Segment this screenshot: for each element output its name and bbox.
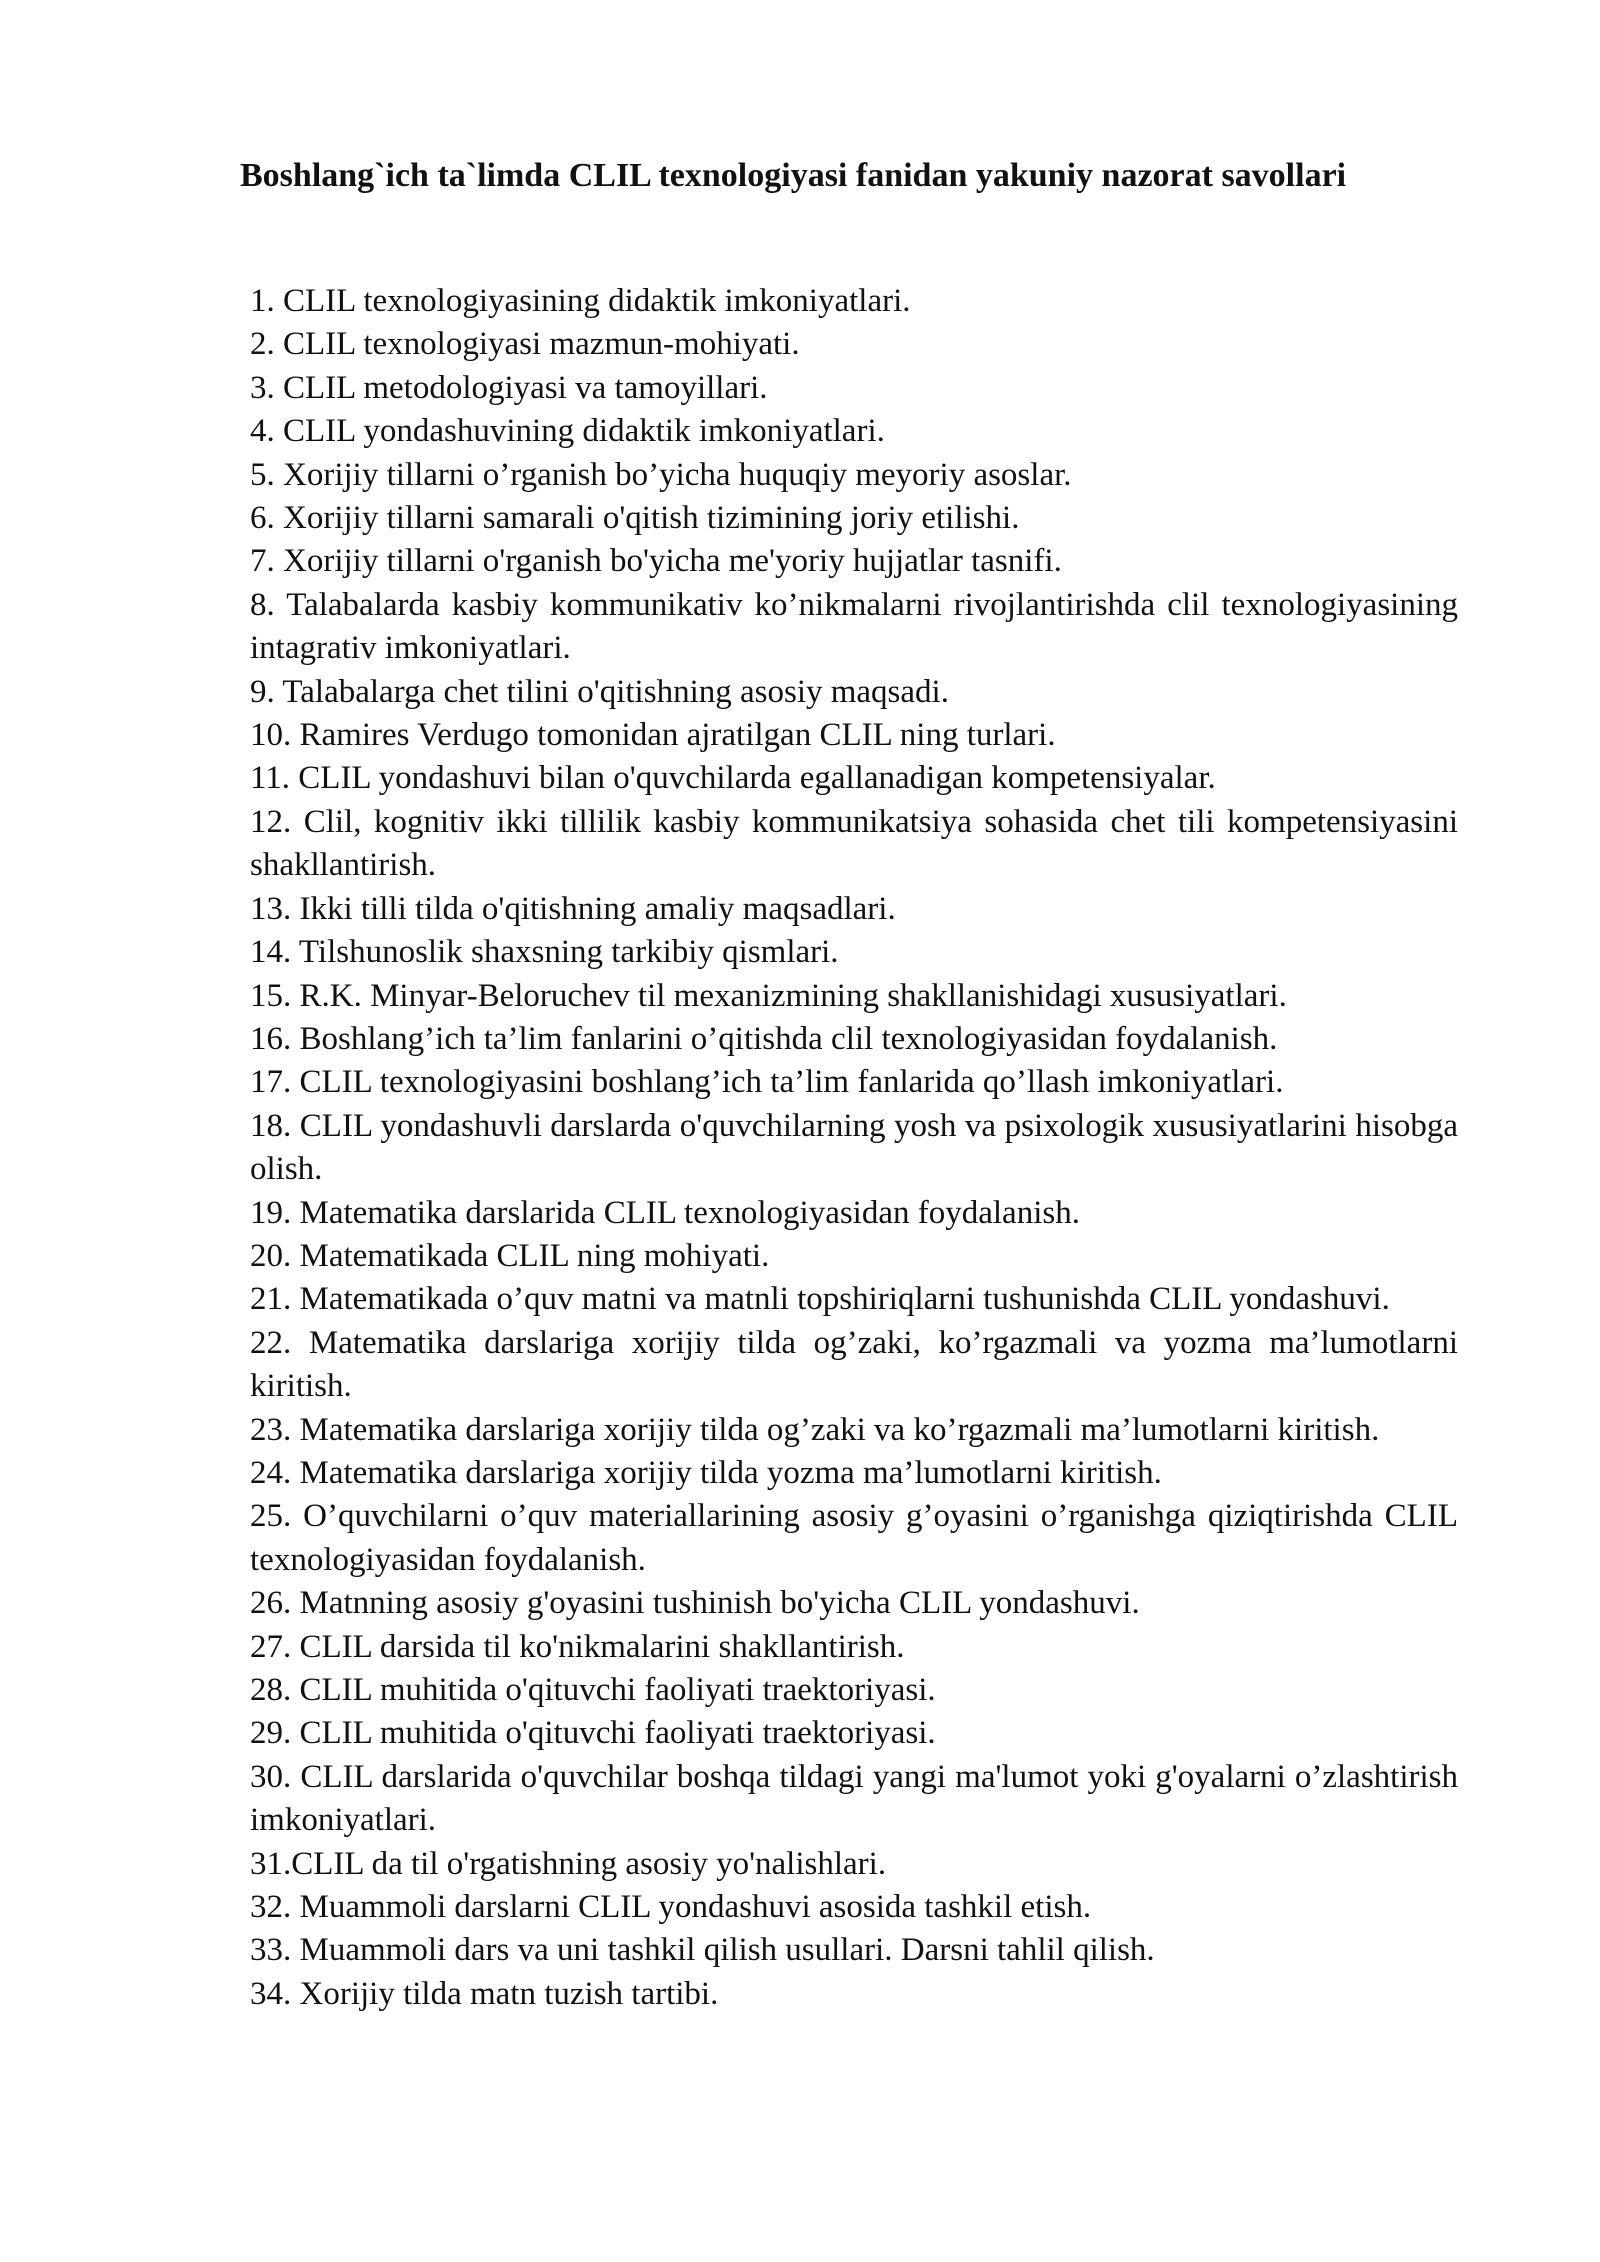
question-item: 1. CLIL texnologiyasining didaktik imkoniyatlari. bbox=[250, 283, 911, 319]
question-item: 20. Matematikada CLIL ning mohiyati. bbox=[250, 1237, 770, 1274]
question-item: 12. Clil, kognitiv ikki tillilik kasbiy kommunikatsiya sohasida chet tili kompetensiyasini shakllantirish. bbox=[250, 803, 1458, 884]
question-item: 29. CLIL muhitida o'qituvchi faoliyati traektoriyasi. bbox=[250, 1715, 936, 1752]
question-item: 3. CLIL metodologiyasi va tamoyillari. bbox=[250, 369, 768, 406]
question-item: 15. R.K. Minyar-Beloruchev til mexanizmining shakllanishidagi xususiyatlari. bbox=[250, 977, 1287, 1014]
question-item: 9. Talabalarga chet tilini o'qitishning asosiy maqsadi. bbox=[250, 673, 949, 710]
question-item: 28. CLIL muhitida o'qituvchi faoliyati traektoriyasi. bbox=[250, 1672, 936, 1708]
question-item: 10. Ramires Verdugo tomonidan ajratilgan CLIL ning turlari. bbox=[250, 717, 1056, 754]
question-item: 32. Muammoli darslarni CLIL yondashuvi asosida tashkil etish. bbox=[250, 1889, 1092, 1926]
question-item: 8. Talabalarda kasbiy kommunikativ ko’nikmalarni rivojlantirishda clil texnologiyasining intagrativ imkoniyatlari. bbox=[250, 586, 1458, 667]
question-item: 34. Xorijiy tilda matn tuzish tartibi. bbox=[250, 1975, 719, 2012]
question-item: 4. CLIL yondashuvining didaktik imkoniyatlari. bbox=[250, 413, 885, 450]
document-title: Boshlang`ich ta`limda CLIL texnologiyasi fanidan yakuniy nazorat savollari bbox=[240, 157, 1347, 194]
question-item: 25. O’quvchilarni o’quv materiallarining asosiy g’oyasini o’rganishga qiziqtirishda CLIL texnologiyasidan foydalanish. bbox=[250, 1498, 1458, 1578]
question-item: 30. CLIL darslarida o'quvchilar boshqa tildagi yangi ma'lumot yoki g'oyalarni o’zlashtirish imkoniyatlari. bbox=[250, 1758, 1458, 1839]
question-item: 22. Matematika darslariga xorijiy tilda og’zaki, ko’rgazmali va yozma ma’lumotlarni kiritish. bbox=[250, 1324, 1458, 1405]
question-item: 7. Xorijiy tillarni o'rganish bo'yicha me'yoriy hujjatlar tasnifi. bbox=[250, 543, 1062, 580]
question-item: 26. Matnning asosiy g'oyasini tushinish bo'yicha CLIL yondashuvi. bbox=[250, 1585, 1140, 1622]
question-item: 14. Tilshunoslik shaxsning tarkibiy qismlari. bbox=[250, 934, 839, 971]
question-item: 5. Xorijiy tillarni o’rganish bo’yicha huquqiy meyoriy asoslar. bbox=[250, 456, 1072, 493]
question-item: 21. Matematikada o’quv matni va matnli topshiriqlarni tushunishda CLIL yondashuvi. bbox=[250, 1281, 1390, 1318]
question-item: 18. CLIL yondashuvli darslarda o'quvchilarning yosh va psixologik xususiyatlarini hisobga olish. bbox=[250, 1107, 1458, 1188]
question-item: 17. CLIL texnologiyasini boshlang’ich ta’lim fanlarida qo’llash imkoniyatlari. bbox=[250, 1064, 1284, 1101]
question-item: 16. Boshlang’ich ta’lim fanlarini o’qitishda clil texnologiyasidan foydalanish. bbox=[250, 1020, 1278, 1057]
question-item: 23. Matematika darslariga xorijiy tilda og’zaki va ko’rgazmali ma’lumotlarni kiritish. bbox=[250, 1411, 1380, 1448]
question-item: 27. CLIL darsida til ko'nikmalarini shakllantirish. bbox=[250, 1628, 905, 1665]
question-item: 11. CLIL yondashuvi bilan o'quvchilarda egallanadigan kompetensiyalar. bbox=[250, 760, 1216, 797]
question-item: 6. Xorijiy tillarni samarali o'qitish tizimining joriy etilishi. bbox=[250, 500, 1020, 537]
question-item: 24. Matematika darslariga xorijiy tilda yozma ma’lumotlarni kiritish. bbox=[250, 1454, 1162, 1491]
question-item: 33. Muammoli dars va uni tashkil qilish usullari. Darsni tahlil qilish. bbox=[250, 1932, 1155, 1969]
question-item: 31.CLIL da til o'rgatishning asosiy yo'nalishlari. bbox=[250, 1845, 887, 1882]
question-item: 19. Matematika darslarida CLIL texnologiyasidan foydalanish. bbox=[250, 1194, 1080, 1231]
question-list bbox=[250, 280, 1458, 2016]
question-item: 2. CLIL texnologiyasi mazmun-mohiyati. bbox=[250, 326, 800, 363]
question-item: 13. Ikki tilli tilda o'qitishning amaliy maqsadlari. bbox=[250, 890, 896, 927]
